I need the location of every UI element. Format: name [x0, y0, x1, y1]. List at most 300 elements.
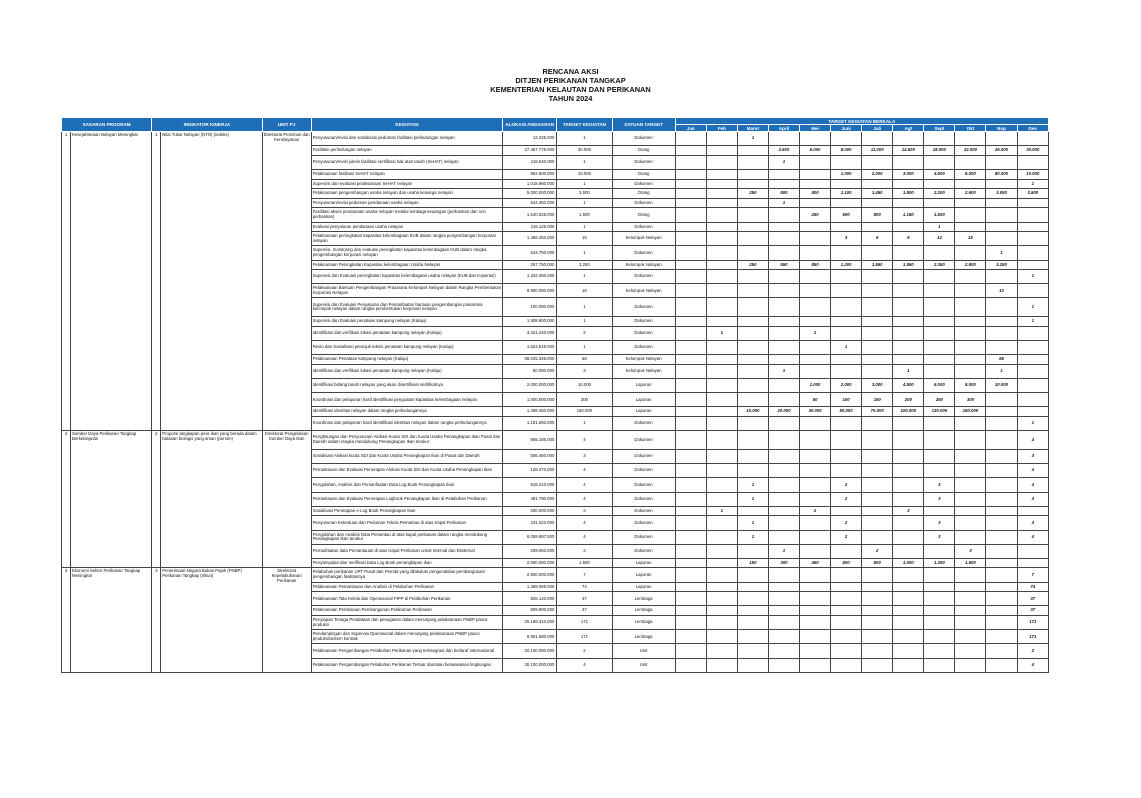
monthly-target-cell — [675, 582, 706, 592]
monthly-target-cell — [862, 568, 893, 582]
monthly-target-cell — [768, 169, 799, 179]
monthly-target-cell: 800 — [862, 558, 893, 568]
monthly-target-cell — [675, 341, 706, 355]
monthly-target-cell: 800 — [862, 208, 893, 222]
monthly-target-cell: 500 — [768, 189, 799, 199]
monthly-target-cell — [955, 568, 986, 582]
monthly-target-cell: 171 — [1017, 616, 1048, 630]
monthly-target-cell: 1 — [706, 506, 737, 516]
monthly-target-cell — [675, 449, 706, 463]
monthly-target-cell — [675, 179, 706, 189]
monthly-target-cell — [862, 246, 893, 260]
monthly-target-cell: 4 — [1017, 530, 1048, 544]
monthly-target-cell — [893, 270, 924, 284]
monthly-target-cell — [893, 355, 924, 365]
target-cell: 7 — [557, 568, 612, 582]
kegiatan-cell: Identifikasi identitas nelayan dalam rangka perlindungannya — [311, 407, 503, 417]
monthly-target-cell — [800, 317, 831, 327]
monthly-target-cell: 10 — [986, 284, 1017, 298]
satuan-cell: Laporan — [612, 568, 675, 582]
monthly-target-cell — [924, 544, 955, 558]
monthly-target-cell — [893, 222, 924, 232]
monthly-target-cell: 1 — [768, 198, 799, 208]
kegiatan-cell: Pelaksanaan peningkatan kapasitas kelembagaan KUB dalam rangka pengembangan korporasi nelayan — [311, 232, 503, 246]
satuan-cell: Kelompok Nelayan — [612, 364, 675, 378]
monthly-target-cell — [831, 198, 862, 208]
monthly-target-cell — [800, 155, 831, 169]
monthly-target-cell — [800, 270, 831, 284]
monthly-target-cell — [924, 364, 955, 378]
monthly-target-cell: 4.500 — [924, 169, 955, 179]
target-cell: 65 — [557, 355, 612, 365]
unit-pj: Direktorat Perizinan dan Kenelayanan — [262, 132, 311, 431]
monthly-target-cell — [831, 582, 862, 592]
kegiatan-cell: Pelaksanaan Pembinaan Pembangunan Pelabuhan Perikanan — [311, 606, 503, 616]
monthly-target-cell — [862, 492, 893, 506]
monthly-target-cell — [768, 630, 799, 644]
monthly-target-cell — [955, 592, 986, 606]
monthly-target-cell: 2 — [1017, 644, 1048, 658]
monthly-target-cell — [768, 616, 799, 630]
target-cell: 4 — [557, 431, 612, 450]
monthly-target-cell — [986, 464, 1017, 478]
monthly-target-cell — [768, 179, 799, 189]
monthly-target-cell — [955, 317, 986, 327]
monthly-target-cell — [862, 506, 893, 516]
monthly-target-cell — [924, 270, 955, 284]
monthly-target-cell — [831, 464, 862, 478]
satuan-cell: Dokumen — [612, 544, 675, 558]
monthly-target-cell: 9 — [893, 232, 924, 246]
header-unit: UNIT PJ — [262, 118, 311, 132]
indikator-number: 1 — [152, 132, 161, 431]
monthly-target-cell: 1.150 — [893, 208, 924, 222]
monthly-target-cell — [768, 246, 799, 260]
monthly-target-cell — [986, 478, 1017, 492]
monthly-target-cell — [955, 326, 986, 340]
monthly-target-cell: 130.000 — [924, 407, 955, 417]
monthly-target-cell: 500 — [831, 208, 862, 222]
monthly-target-cell — [893, 464, 924, 478]
monthly-target-cell — [893, 606, 924, 616]
target-cell: 3.500 — [557, 189, 612, 199]
monthly-target-cell — [831, 630, 862, 644]
monthly-target-cell — [955, 222, 986, 232]
monthly-target-cell: 1.000 — [800, 379, 831, 393]
monthly-target-cell — [893, 568, 924, 582]
monthly-target-cell: 1.200 — [831, 260, 862, 270]
alokasi-cell: 2.900.000.000 — [503, 568, 557, 582]
monthly-target-cell — [800, 616, 831, 630]
target-cell: 1 — [557, 270, 612, 284]
monthly-target-cell — [706, 530, 737, 544]
monthly-target-cell: 14.500 — [893, 146, 924, 156]
monthly-target-cell — [675, 592, 706, 606]
monthly-target-cell — [893, 592, 924, 606]
monthly-target-cell — [737, 232, 768, 246]
monthly-target-cell: 160.000 — [955, 407, 986, 417]
monthly-target-cell — [800, 516, 831, 530]
monthly-target-cell — [800, 582, 831, 592]
monthly-target-cell: 37 — [1017, 592, 1048, 606]
satuan-cell: Laporan — [612, 407, 675, 417]
monthly-target-cell — [706, 606, 737, 616]
target-cell: 37 — [557, 606, 612, 616]
monthly-target-cell: 6.000 — [924, 379, 955, 393]
monthly-target-cell — [862, 658, 893, 672]
monthly-target-cell — [862, 270, 893, 284]
monthly-target-cell — [862, 326, 893, 340]
alokasi-cell: 209.060.000 — [503, 544, 557, 558]
monthly-target-cell — [862, 355, 893, 365]
monthly-target-cell: 200 — [893, 393, 924, 407]
target-cell: 1 — [557, 155, 612, 169]
monthly-target-cell: 1 — [768, 155, 799, 169]
kegiatan-cell: Pelaksanaan Penataan kampung nelayan (Kalaju) — [311, 355, 503, 365]
monthly-target-cell: 11.000 — [862, 146, 893, 156]
kegiatan-cell: Pendampingan dan Supervisi Operasional dalam menunjang pelaksanaan PNBP pasca produksi/sistem kontrak — [311, 630, 503, 644]
monthly-target-cell — [955, 516, 986, 530]
monthly-target-cell — [706, 169, 737, 179]
monthly-target-cell — [831, 179, 862, 189]
kegiatan-cell: Koordinasi dan pelaporan hasil identifikasi penguatan kapasitas kelembagaan nelayan — [311, 393, 503, 407]
monthly-target-cell — [986, 592, 1017, 606]
monthly-target-cell — [800, 606, 831, 616]
monthly-target-cell — [706, 222, 737, 232]
monthly-target-cell: 2 — [831, 516, 862, 530]
monthly-target-cell: 3 — [955, 544, 986, 558]
monthly-target-cell — [675, 355, 706, 365]
indikator-kinerja: Proporsi tangkapan jenis ikan yang berada dalam batasan biologis yang aman (persen) — [161, 431, 262, 568]
satuan-cell: Kelompok Nelayan — [612, 232, 675, 246]
monthly-target-cell — [893, 132, 924, 146]
monthly-target-cell — [893, 179, 924, 189]
indikator-number: 3 — [152, 568, 161, 672]
sasaran-program: Ekonomi Sektor Perikanan Tangkap Meningkat — [71, 568, 152, 672]
monthly-target-cell — [986, 198, 1017, 208]
monthly-target-cell — [986, 516, 1017, 530]
monthly-target-cell: 6 — [862, 232, 893, 246]
monthly-target-cell — [737, 630, 768, 644]
target-cell: 10.000 — [557, 379, 612, 393]
monthly-target-cell — [955, 270, 986, 284]
kegiatan-cell: Pelaksanaan Peningkatan Kapasitas kelembagaan Usaha Nelayan — [311, 260, 503, 270]
monthly-target-cell — [862, 516, 893, 530]
monthly-target-cell — [768, 568, 799, 582]
monthly-target-cell — [831, 155, 862, 169]
monthly-target-cell — [706, 284, 737, 298]
monthly-target-cell — [924, 592, 955, 606]
monthly-target-cell — [737, 198, 768, 208]
monthly-target-cell — [706, 317, 737, 327]
monthly-target-cell — [924, 431, 955, 450]
header-month: Okt — [955, 125, 986, 132]
monthly-target-cell — [986, 616, 1017, 630]
monthly-target-cell — [986, 530, 1017, 544]
monthly-target-cell — [955, 132, 986, 146]
monthly-target-cell — [800, 179, 831, 189]
alokasi-cell: 1.342.250.000 — [503, 270, 557, 284]
monthly-target-cell — [768, 232, 799, 246]
monthly-target-cell — [768, 284, 799, 298]
monthly-target-cell — [1017, 155, 1048, 169]
target-cell: 10.000 — [557, 169, 612, 179]
header-target: TARGET KEGIATAN — [557, 118, 612, 132]
monthly-target-cell — [675, 364, 706, 378]
monthly-target-cell — [675, 616, 706, 630]
monthly-target-cell — [893, 492, 924, 506]
monthly-target-cell — [893, 449, 924, 463]
kegiatan-cell: Pemantauan dan Evaluasi Penerapan Logbook Penangkapan Ikan di Pelabuhan Perikanan — [311, 492, 503, 506]
target-cell: 4 — [557, 658, 612, 672]
monthly-target-cell: 12 — [924, 232, 955, 246]
alokasi-cell: 1.191.550.000 — [503, 416, 557, 430]
monthly-target-cell — [893, 416, 924, 430]
monthly-target-cell — [924, 284, 955, 298]
monthly-target-cell: 1 — [737, 516, 768, 530]
monthly-target-cell: 2 — [831, 492, 862, 506]
sasaran-number: 3 — [62, 568, 71, 672]
monthly-target-cell — [1017, 379, 1048, 393]
monthly-target-cell: 1 — [768, 364, 799, 378]
monthly-target-cell — [768, 317, 799, 327]
monthly-target-cell — [768, 416, 799, 430]
monthly-target-cell: 1 — [737, 132, 768, 146]
title-line-2: DITJEN PERIKANAN TANGKAP — [515, 75, 626, 85]
monthly-target-cell — [768, 464, 799, 478]
monthly-target-cell — [955, 431, 986, 450]
satuan-cell: Dokumen — [612, 341, 675, 355]
monthly-target-cell — [800, 132, 831, 146]
monthly-target-cell: 2.600 — [955, 189, 986, 199]
header-month: Mei — [800, 125, 831, 132]
monthly-target-cell: 1.250 — [924, 558, 955, 568]
alokasi-cell: 2.000.000.000 — [503, 379, 557, 393]
monthly-target-cell: 7 — [1017, 568, 1048, 582]
monthly-target-cell — [800, 530, 831, 544]
table-row — [62, 431, 1049, 450]
monthly-target-cell — [893, 616, 924, 630]
monthly-target-cell — [831, 616, 862, 630]
monthly-target-cell: 1 — [768, 544, 799, 558]
alokasi-cell: 481.790.000 — [503, 492, 557, 506]
target-cell: 3 — [557, 544, 612, 558]
monthly-target-cell — [1017, 222, 1048, 232]
satuan-cell: Dokumen — [612, 298, 675, 317]
satuan-cell: Dokumen — [612, 416, 675, 430]
monthly-target-cell — [1017, 341, 1048, 355]
sasaran-program: Kesejahteraan Nelayan Meningkat — [71, 132, 152, 431]
kegiatan-cell: Penyusunan Ketentuan dan Pedoman Teknis Pemantau di atas Kapal Perikanan — [311, 516, 503, 530]
monthly-target-cell — [955, 341, 986, 355]
alokasi-cell: 115.125.000 — [503, 222, 557, 232]
monthly-target-cell — [675, 416, 706, 430]
kegiatan-cell: Pelaksanaan pengembangan usaha nelayan dan usaha keluarga nelayan — [311, 189, 503, 199]
monthly-target-cell — [800, 630, 831, 644]
monthly-target-cell — [706, 616, 737, 630]
alokasi-cell: 30.100.000.000 — [503, 658, 557, 672]
monthly-target-cell — [706, 407, 737, 417]
monthly-target-cell — [737, 568, 768, 582]
monthly-target-cell — [737, 317, 768, 327]
monthly-target-cell — [862, 317, 893, 327]
satuan-cell: Unit — [612, 644, 675, 658]
monthly-target-cell — [893, 246, 924, 260]
monthly-target-cell — [831, 416, 862, 430]
monthly-target-cell — [831, 644, 862, 658]
target-cell: 15 — [557, 232, 612, 246]
kegiatan-cell: Identifikasi dan verifikasi lokasi penataan kampung nelayan (Kalaju) — [311, 364, 503, 378]
monthly-target-cell: 50 — [800, 393, 831, 407]
satuan-cell: Dokumen — [612, 492, 675, 506]
monthly-target-cell — [862, 341, 893, 355]
target-cell: 300 — [557, 393, 612, 407]
monthly-target-cell — [768, 658, 799, 672]
monthly-target-cell — [706, 146, 737, 156]
monthly-target-cell — [675, 326, 706, 340]
monthly-target-cell — [706, 246, 737, 260]
monthly-target-cell — [675, 464, 706, 478]
target-cell: 3 — [557, 364, 612, 378]
alokasi-cell: 20.100.000.000 — [503, 644, 557, 658]
monthly-target-cell — [706, 189, 737, 199]
monthly-target-cell — [800, 355, 831, 365]
kegiatan-cell: Penyiapan Tenaga Pendataan dan penugasan dalam menunjang pelaksanaan PNBP pasca produksi — [311, 616, 503, 630]
monthly-target-cell — [955, 616, 986, 630]
monthly-target-cell — [737, 208, 768, 222]
monthly-target-cell — [675, 478, 706, 492]
monthly-target-cell — [675, 232, 706, 246]
satuan-cell: Dokumen — [612, 132, 675, 146]
title-line-3: KEMENTERIAN KELAUTAN DAN PERIKANAN — [490, 84, 651, 94]
monthly-target-cell: 10.000 — [986, 379, 1017, 393]
alokasi-cell: 5.000.000.000 — [503, 189, 557, 199]
monthly-target-cell — [955, 606, 986, 616]
monthly-target-cell — [955, 492, 986, 506]
monthly-target-cell: 600 — [831, 558, 862, 568]
monthly-target-cell — [986, 407, 1017, 417]
monthly-target-cell: 2.500 — [768, 146, 799, 156]
monthly-target-cell: 1 — [831, 341, 862, 355]
satuan-cell: Lembaga — [612, 606, 675, 616]
monthly-target-cell — [862, 298, 893, 317]
header-indikator: INDIKATOR KINERJA — [152, 118, 262, 132]
header-sasaran: SASARAN PROGRAM — [62, 118, 152, 132]
monthly-target-cell — [955, 298, 986, 317]
monthly-target-cell: 2.800 — [955, 260, 986, 270]
monthly-target-cell: 850 — [800, 260, 831, 270]
monthly-target-cell: 450 — [800, 558, 831, 568]
monthly-target-cell — [893, 544, 924, 558]
monthly-target-cell — [706, 208, 737, 222]
monthly-target-cell — [1017, 132, 1048, 146]
monthly-target-cell — [893, 582, 924, 592]
satuan-cell: Dokumen — [612, 222, 675, 232]
monthly-target-cell: 30.000 — [1017, 146, 1048, 156]
title-line-1: RENCANA AKSI — [542, 67, 599, 76]
monthly-target-cell — [706, 449, 737, 463]
monthly-target-cell — [955, 246, 986, 260]
monthly-target-cell — [768, 582, 799, 592]
target-cell: 10 — [557, 284, 612, 298]
alokasi-cell: 1.000.000.000 — [503, 393, 557, 407]
monthly-target-cell — [800, 246, 831, 260]
title-line-4: TAHUN 2024 — [548, 93, 593, 103]
alokasi-cell: 1.456.250.000 — [503, 232, 557, 246]
monthly-target-cell — [893, 155, 924, 169]
monthly-target-cell — [768, 492, 799, 506]
monthly-target-cell — [675, 169, 706, 179]
monthly-target-cell — [737, 222, 768, 232]
monthly-target-cell: 5.000 — [800, 146, 831, 156]
monthly-target-cell — [924, 317, 955, 327]
header-month: Jan — [675, 125, 706, 132]
satuan-cell: Dokumen — [612, 449, 675, 463]
alokasi-cell: 58.025.345.000 — [503, 355, 557, 365]
kegiatan-cell: Koordinasi dan pelaporan hasil identifikasi identitas nelayan dalam rangka perlindungannya — [311, 416, 503, 430]
monthly-target-cell — [768, 530, 799, 544]
target-cell: 1 — [557, 179, 612, 189]
monthly-target-cell — [862, 364, 893, 378]
satuan-cell: Dokumen — [612, 431, 675, 450]
monthly-target-cell — [800, 169, 831, 179]
monthly-target-cell — [986, 326, 1017, 340]
monthly-target-cell — [737, 270, 768, 284]
monthly-target-cell — [862, 449, 893, 463]
monthly-target-cell — [986, 582, 1017, 592]
monthly-target-cell: 1.000 — [831, 169, 862, 179]
monthly-target-cell — [924, 326, 955, 340]
monthly-target-cell — [737, 644, 768, 658]
document-title-block — [0, 68, 1141, 104]
header-berkala: TARGET KEGIATAN BERKALA — [675, 118, 1048, 125]
monthly-target-cell — [862, 616, 893, 630]
target-cell: 1.500 — [557, 208, 612, 222]
monthly-target-cell: 6.000 — [955, 169, 986, 179]
monthly-target-cell: 1.100 — [831, 189, 862, 199]
monthly-target-cell — [831, 222, 862, 232]
monthly-target-cell: 1 — [1017, 270, 1048, 284]
monthly-target-cell — [706, 464, 737, 478]
monthly-target-cell — [955, 284, 986, 298]
monthly-target-cell — [831, 355, 862, 365]
monthly-target-cell — [706, 644, 737, 658]
monthly-target-cell — [893, 516, 924, 530]
monthly-target-cell — [1017, 246, 1048, 260]
satuan-cell: Dokumen — [612, 317, 675, 327]
target-cell: 1 — [557, 246, 612, 260]
monthly-target-cell — [706, 416, 737, 430]
monthly-target-cell — [768, 592, 799, 606]
monthly-target-cell: 3 — [893, 506, 924, 516]
kegiatan-cell: Pelabuhan perikanan UPT Pusat dan Pemda yang dilakukan pengendalian pembangunan/ pengembangan fasilitasnya — [311, 568, 503, 582]
monthly-target-cell — [924, 179, 955, 189]
monthly-target-cell — [924, 644, 955, 658]
monthly-target-cell — [675, 544, 706, 558]
monthly-target-cell: 65 — [986, 355, 1017, 365]
monthly-target-cell — [893, 298, 924, 317]
monthly-target-cell — [924, 630, 955, 644]
monthly-target-cell: 2.200 — [924, 189, 955, 199]
header-month: Maret — [737, 125, 768, 132]
satuan-cell: Orang — [612, 208, 675, 222]
monthly-target-cell: 74 — [1017, 582, 1048, 592]
monthly-target-cell — [706, 179, 737, 189]
monthly-target-cell — [862, 582, 893, 592]
target-cell: 1.500 — [557, 558, 612, 568]
target-cell: 1 — [557, 222, 612, 232]
target-cell: 1 — [557, 132, 612, 146]
